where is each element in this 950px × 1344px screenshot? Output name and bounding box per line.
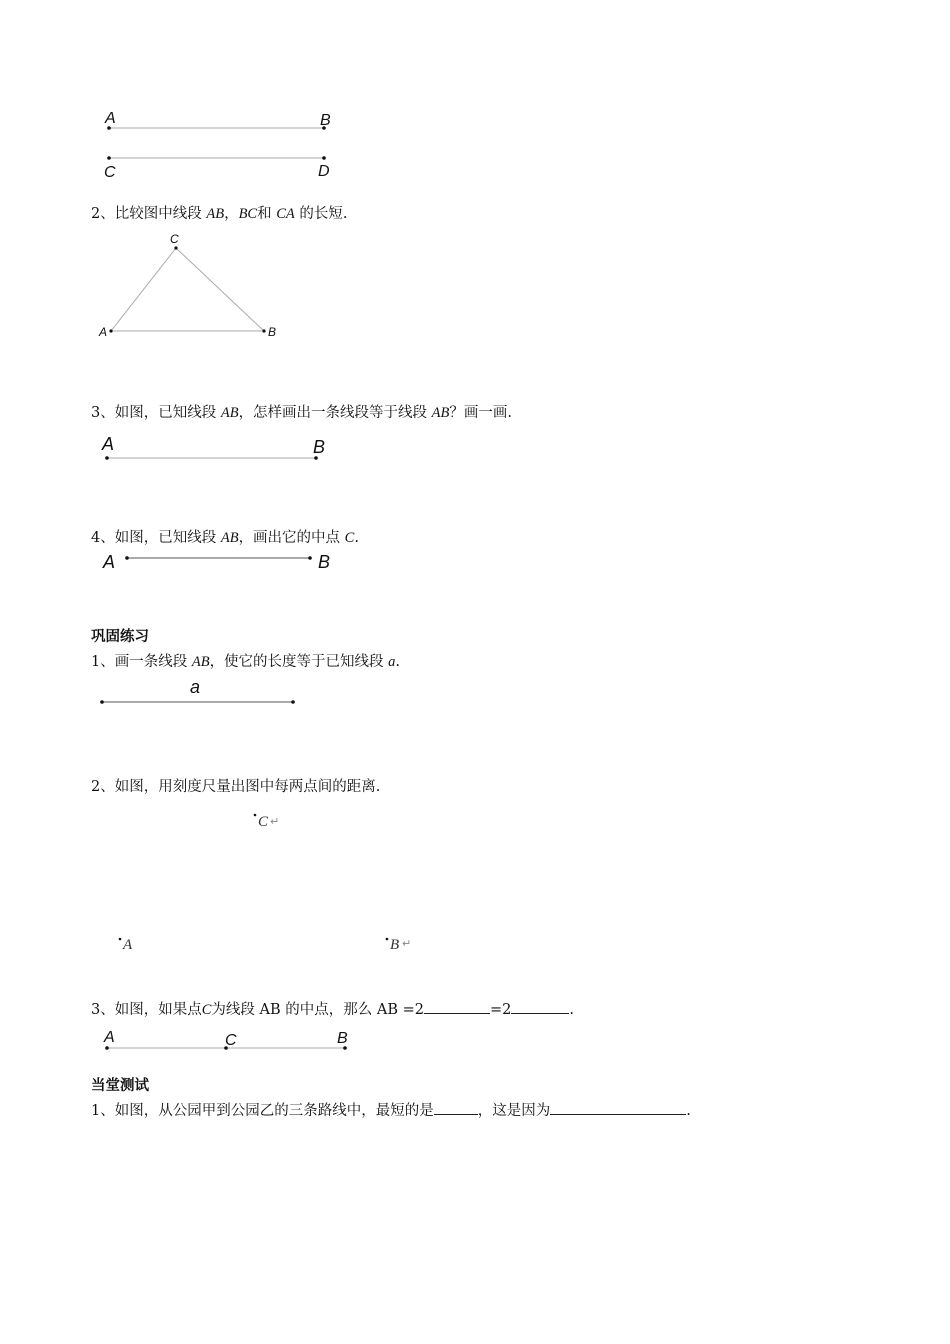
label-c: C <box>258 814 269 830</box>
question-text: . <box>395 654 401 670</box>
question-text: 比较图中线段 <box>114 206 207 222</box>
label-a: A <box>105 110 116 127</box>
question-text: 如图，从公园甲到公园乙的三条路线中，最短的是 <box>114 1103 434 1119</box>
question-text: ？画一画. <box>449 405 512 421</box>
question-text: ，怎样画出一条线段等于线段 <box>238 405 432 421</box>
label-c: C <box>225 1032 237 1049</box>
test-1 <box>91 1099 691 1120</box>
question-text: 如图，已知线段 <box>114 530 221 546</box>
label-a: A <box>123 937 133 953</box>
punct: ， <box>224 206 239 222</box>
question-number: 2、 <box>91 206 115 222</box>
segment-name: a <box>388 654 396 670</box>
label-a: A <box>103 552 116 572</box>
label-a: A <box>104 1029 115 1046</box>
question-text: ，画出它的中点 <box>238 530 345 546</box>
question-text: 如图，已知线段 <box>114 405 221 421</box>
label-a: A <box>102 434 115 454</box>
question-text: =2 <box>398 1002 424 1018</box>
question-number: 3、 <box>91 405 115 421</box>
label-b: B <box>320 112 331 129</box>
segment-name: BC <box>238 206 258 222</box>
question-text: 画一条线段 <box>114 654 192 670</box>
segment-name: AB <box>431 405 450 421</box>
question-number: 2、 <box>91 779 115 795</box>
question-number: 3、 <box>91 1002 115 1018</box>
question-text: ，这是因为 <box>477 1103 551 1119</box>
label-b: B <box>318 552 331 572</box>
label-b: B <box>268 325 277 339</box>
label-b: B <box>390 937 400 953</box>
question-text: . <box>354 530 359 546</box>
label-a: a <box>190 677 201 697</box>
answer-blank[interactable] <box>434 1101 478 1115</box>
section-heading-practice: 巩固练习 <box>91 629 149 645</box>
segment-name: AB <box>259 1002 281 1018</box>
label-b: B <box>313 437 326 457</box>
label-b: B <box>337 1030 348 1047</box>
segment-name: AB <box>206 206 225 222</box>
question-number: 1、 <box>91 654 115 670</box>
point-a <box>105 1046 109 1050</box>
question-text: 和 <box>257 206 277 222</box>
question-text: 为线段 <box>211 1002 260 1018</box>
label-c: C <box>170 232 179 246</box>
question-text: =2 <box>490 1002 512 1018</box>
question-text: ，使它的长度等于已知线段 <box>209 654 389 670</box>
label-c: C <box>104 164 116 181</box>
question-text: . <box>569 1002 574 1018</box>
segment-name: AB <box>191 654 210 670</box>
label-d: D <box>318 163 330 180</box>
answer-blank[interactable] <box>550 1101 686 1115</box>
segment-name: AB <box>220 405 239 421</box>
label-a: A <box>99 325 108 339</box>
return-mark-icon: ↵ <box>402 937 412 950</box>
section-heading-test: 当堂测试 <box>91 1078 149 1094</box>
segment-name: AB <box>376 1002 399 1018</box>
question-text: 的长短. <box>294 206 348 222</box>
point-name: C <box>344 530 355 546</box>
question-number: 1、 <box>91 1103 115 1119</box>
question-text: 如图，如果点 <box>114 1002 202 1018</box>
question-text: . <box>686 1103 691 1119</box>
segment-name: AB <box>220 530 239 546</box>
return-mark-icon: ↵ <box>270 815 280 828</box>
question-number: 4、 <box>91 530 115 546</box>
point-name: C <box>201 1002 212 1018</box>
segment-name: CA <box>276 206 295 222</box>
question-text: 的中点，那么 <box>280 1002 377 1018</box>
question-text: 如图，用刻度尺量出图中每两点间的距离. <box>114 779 381 795</box>
